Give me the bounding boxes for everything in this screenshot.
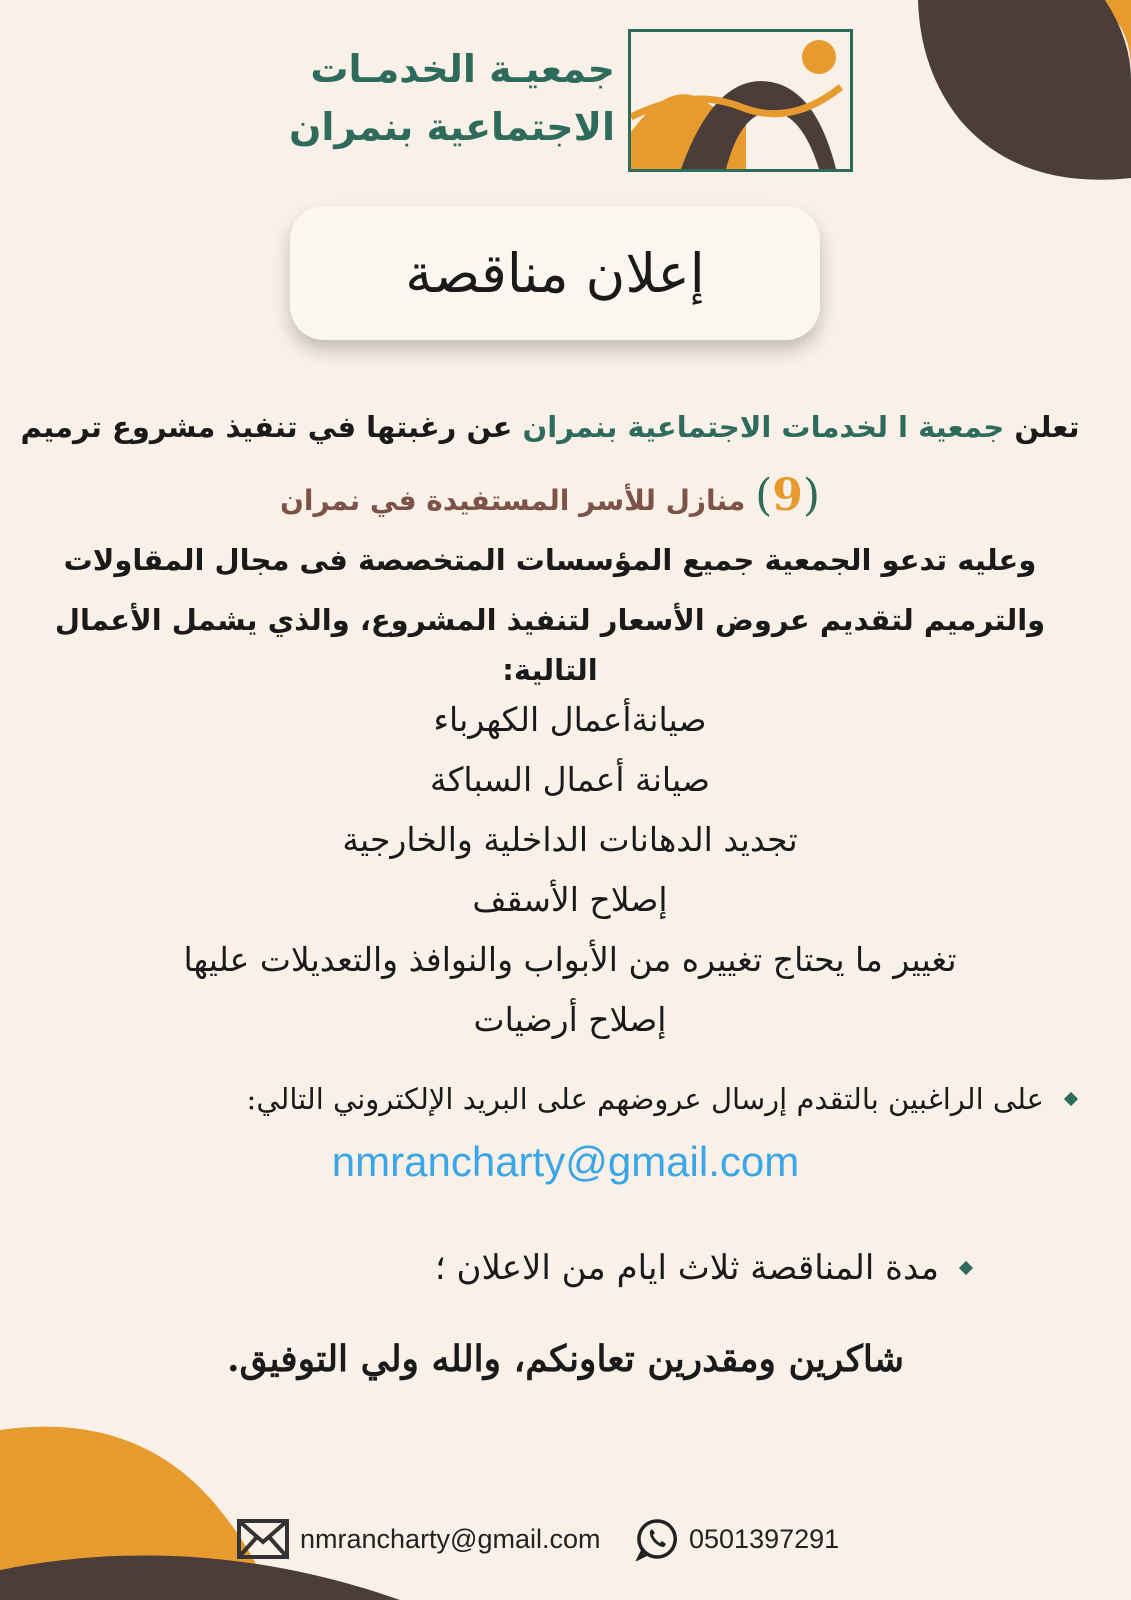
invite-line-3: التالية: — [502, 653, 598, 687]
page-title: إعلان مناقصة — [405, 241, 705, 305]
work-item: تغيير ما يحتاج تغييره من الأبواب والنوافذ والتعديلات عليها — [183, 940, 957, 979]
intro-rest: عن رغبتها في تنفيذ مشروع ترميم — [20, 410, 513, 444]
intro-invitation — [20, 530, 1080, 690]
house-count-value: 9 — [772, 470, 803, 521]
title-card — [290, 206, 820, 340]
footer-email[interactable] — [236, 1518, 601, 1560]
intro-line-2 — [10, 470, 1090, 521]
logo-line-1: جمعيـة الخدمـات — [310, 47, 615, 91]
work-item: إصلاح الأسقف — [472, 880, 668, 919]
house-count: (9) — [755, 470, 821, 521]
diamond-bullet-icon — [959, 1261, 973, 1275]
intro-verb: تعلن — [1014, 410, 1080, 444]
contact-email-link[interactable]: nmrancharty@gmail.com — [331, 1138, 800, 1185]
duration-note: مدة المناقصة ثلاث ايام من الاعلان ؛ — [434, 1248, 939, 1288]
intro-line-1 — [10, 410, 1090, 444]
work-item: تجديد الدهانات الداخلية والخارجية — [342, 820, 798, 859]
whatsapp-icon — [635, 1517, 679, 1561]
logo-line-2: الاجتماعية بنمران — [288, 105, 615, 149]
footer-phone[interactable] — [635, 1517, 839, 1561]
closing-thanks: شاكرين ومقدرين تعاونكم، والله ولي التوفيق. — [226, 1338, 905, 1380]
top-right-decoration — [900, 0, 1131, 190]
bottom-left-decoration — [0, 1420, 420, 1600]
work-item: صيانة أعمال السباكة — [430, 760, 710, 799]
submission-note: على الراغبين بالتقدم إرسال عروضهم على البريد الإلكتروني التالي: — [246, 1082, 1044, 1116]
submission-bullet — [247, 1082, 1076, 1116]
footer-email-text: nmrancharty@gmail.com — [300, 1523, 601, 1554]
diamond-bullet-icon — [1064, 1092, 1078, 1106]
work-item: إصلاح أرضيات — [473, 1000, 667, 1039]
invite-line-2: والترميم لتقديم عروض الأسعار لتنفيذ المشروع، والذي يشمل الأعمال — [54, 603, 1046, 637]
footer-phone-text: 0501397291 — [689, 1523, 840, 1554]
duration-bullet — [435, 1248, 971, 1288]
logo-text — [285, 40, 615, 156]
invite-line-1: وعليه تدعو الجمعية جميع المؤسسات المتخصصة فى مجال المقاولات — [63, 543, 1037, 577]
intro-org-name: جمعية ا لخدمات الاجتماعية بنمران — [522, 410, 1005, 444]
sun-mountain-logo-icon — [628, 29, 853, 172]
works-list — [100, 690, 1040, 1050]
envelope-icon — [236, 1518, 290, 1560]
work-item: صيانةأعمال الكهرباء — [433, 700, 707, 739]
intro-homes: منازل للأسر المستفيدة في نمران — [279, 484, 746, 517]
